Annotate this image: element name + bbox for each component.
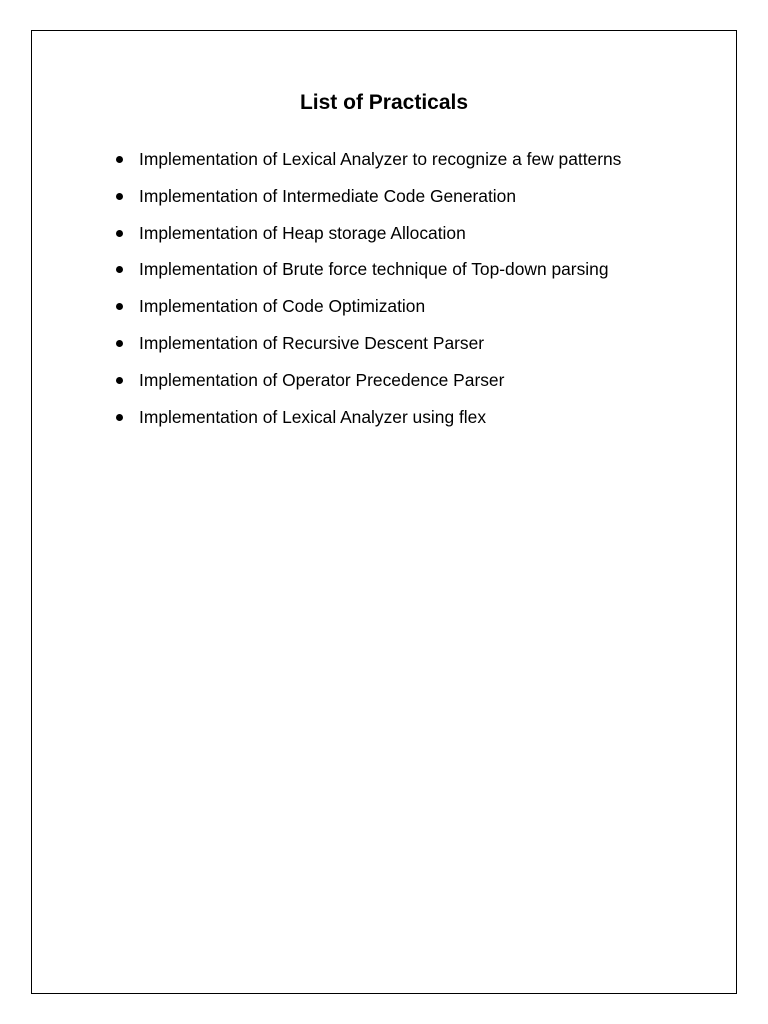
list-item [112,256,712,293]
list-item-text: Implementation of Operator Precedence Parser [139,369,505,390]
page-title: List of Practicals [299,91,469,114]
bullet-icon [116,156,123,163]
list-item-text: Implementation of Code Optimization [139,296,426,317]
bullet-icon [116,414,123,421]
list-item [112,183,712,220]
list-item [112,367,712,404]
list-item [112,330,712,367]
bullet-icon [116,193,123,200]
list-item-text: Implementation of Heap storage Allocation [139,222,466,243]
list-item [112,220,712,257]
list-item [112,404,712,441]
bullet-icon [116,377,123,384]
bullet-icon [116,230,123,237]
list-item-text: Implementation of Lexical Analyzer to recognize a few patterns [139,149,622,169]
list-item-text: Implementation of Recursive Descent Parser [139,332,485,353]
practicals-list [112,146,712,440]
list-item [112,293,712,330]
list-item [112,146,712,183]
list-item-text: Implementation of Lexical Analyzer using flex [139,406,487,427]
bullet-icon [116,303,123,310]
bullet-icon [116,340,123,347]
list-item-text: Implementation of Intermediate Code Generation [139,185,517,206]
bullet-icon [116,266,123,273]
list-item-text: Implementation of Brute force technique of Top-down parsing [139,259,609,280]
